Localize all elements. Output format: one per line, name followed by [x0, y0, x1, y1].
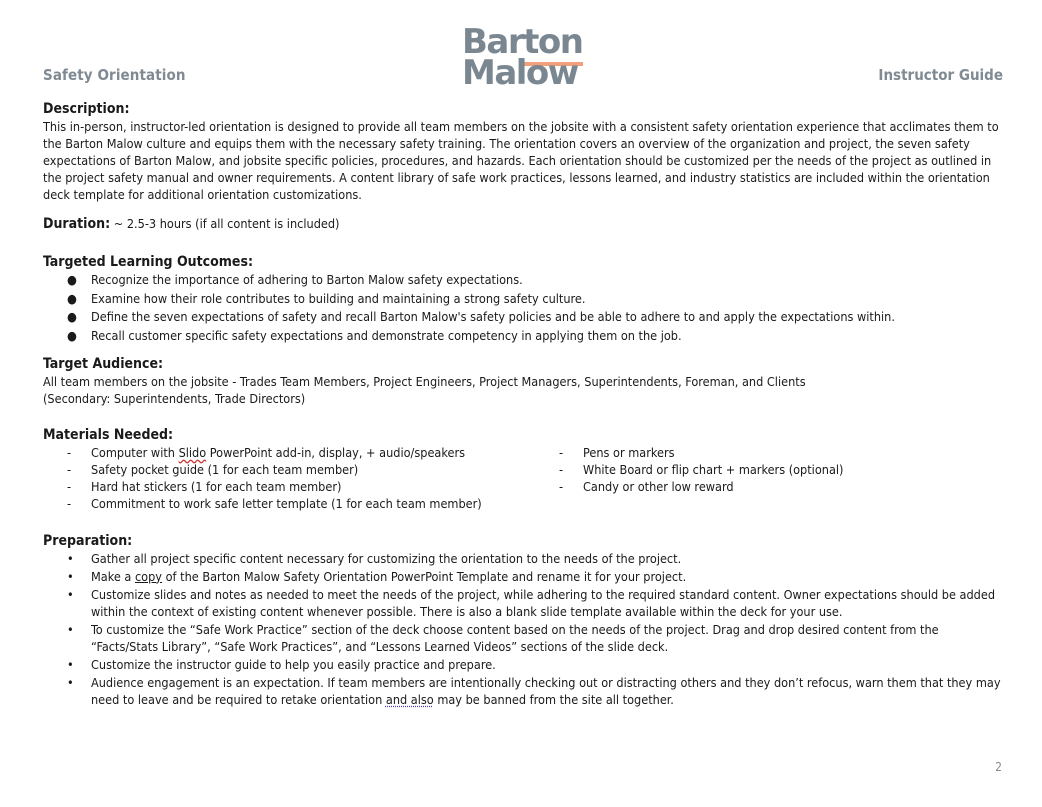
materials-list-right	[535, 444, 1003, 512]
material-item: - Hard hat stickers (1 for each team member)	[67, 478, 342, 494]
outcome-item: ● Define the seven expectations of safety and recall Barton Malow's safety policies and be able to adhere to and apply the expectations within.	[67, 309, 895, 325]
outcomes-heading: Targeted Learning Outcomes:	[43, 254, 253, 270]
bullet-icon: •	[67, 621, 74, 637]
document-body	[43, 100, 1003, 708]
outcomes-list	[43, 271, 1003, 344]
audience-line-1: All team members on the jobsite - Trades Team Members, Project Engineers, Project Managers, Superintendents, Foreman, and Clients	[43, 373, 806, 389]
logo-word-barton: Barton	[462, 22, 583, 62]
preparation-item: • To customize the “Safe Work Practice” section of the deck choose content based on the needs of the project. Drag and drop desired content from the “Facts/Stats Library”, “Safe Work Practices”, and “Lessons Learned Videos” sections of the slide deck.	[67, 621, 939, 654]
barton-malow-logo	[461, 24, 585, 94]
material-item: - Pens or markers	[559, 444, 675, 460]
materials-list-left	[43, 444, 535, 512]
outcome-item: ● Recognize the importance of adhering to Barton Malow safety expectations.	[67, 272, 523, 287]
preparation-item: • Make a copy of the Barton Malow Safety Orientation PowerPoint Template and rename it for your project.	[67, 568, 687, 584]
header-guide-type: Instructor Guide	[878, 66, 1003, 84]
dash-icon: -	[559, 478, 564, 494]
duration-line	[43, 215, 1003, 233]
preparation-item: • Customize the instructor guide to help you easily practice and prepare.	[67, 656, 496, 672]
outcome-item: ● Recall customer specific safety expectations and demonstrate competency in applying them on the job.	[67, 327, 682, 343]
bullet-icon: ●	[67, 290, 77, 306]
materials-heading: Materials Needed:	[43, 426, 174, 443]
bullet-icon: •	[67, 674, 74, 690]
audience-line-2: (Secondary: Superintendents, Trade Directors)	[43, 390, 306, 406]
dash-icon: -	[559, 444, 564, 460]
page-number: 2	[995, 760, 1002, 774]
outcome-item: ● Examine how their role contributes to building and maintaining a strong safety culture.	[67, 290, 586, 306]
duration-value: ~ 2.5-3 hours (if all content is included)	[110, 216, 340, 231]
bullet-icon: ●	[67, 309, 77, 325]
material-item: - Computer with Slido PowerPoint add-in, display, + audio/speakers	[67, 444, 466, 460]
preparation-heading: Preparation:	[43, 532, 133, 549]
dash-icon: -	[67, 495, 72, 511]
dash-icon: -	[67, 444, 72, 460]
preparation-item: • Customize slides and notes as needed to meet the needs of the project, while adhering to the required standard content. Owner expectations should be added within the context of existing content whenever possible. There is also a blank slide template available within the deck for your use.	[67, 586, 996, 619]
preparation-list	[43, 550, 1003, 708]
dash-icon: -	[67, 478, 72, 494]
bullet-icon: ●	[67, 272, 77, 287]
dash-icon: -	[67, 461, 72, 477]
material-item: - Candy or other low reward	[559, 478, 734, 494]
copy-link[interactable]: copy	[134, 568, 163, 584]
preparation-item: • Audience engagement is an expectation. If team members are intentionally checking out or distracting others and they don’t refocus, warn them that they may need to leave and be required to retake orientation and also may be banned from the site all together.	[67, 674, 1001, 707]
bullet-icon: ●	[67, 327, 77, 343]
header-course-title: Safety Orientation	[43, 66, 186, 84]
material-item: - White Board or flip chart + markers (optional)	[559, 461, 844, 477]
bullet-icon: •	[67, 656, 74, 672]
bullet-icon: •	[67, 586, 74, 602]
material-item: - Commitment to work safe letter template (1 for each team member)	[67, 495, 482, 511]
bullet-icon: •	[67, 568, 74, 584]
material-item: - Safety pocket guide (1 for each team member)	[67, 461, 359, 477]
dash-icon: -	[559, 461, 564, 477]
materials-columns	[43, 444, 1003, 512]
duration-heading: Duration:	[43, 216, 111, 232]
description-heading: Description:	[43, 101, 130, 117]
logo-word-malow: Malow	[462, 53, 578, 93]
bullet-icon: •	[67, 550, 74, 566]
spellcheck-flag: Slido	[178, 444, 207, 460]
audience-heading: Target Audience:	[43, 355, 164, 372]
grammar-flag: and also	[385, 691, 434, 707]
preparation-item: • Gather all project specific content necessary for customizing the orientation to the needs of the project.	[67, 550, 682, 566]
description-text: This in-person, instructor-led orientation is designed to provide all team members on the jobsite with a consistent safety orientation experience that acclimates them to the Barton Malow culture and equips them with the necessary safety training. The orientation covers an overview of the organization and project, the seven safety expectations of Barton Malow, and jobsite specific policies, procedures, and hazards. Each orientation should be customized per the needs of the project as outlined in the project safety manual and owner requirements. A content library of safe work practices, lessons learned, and industry statistics are included within the orientation deck template for additional orientation customizations.	[43, 119, 999, 202]
